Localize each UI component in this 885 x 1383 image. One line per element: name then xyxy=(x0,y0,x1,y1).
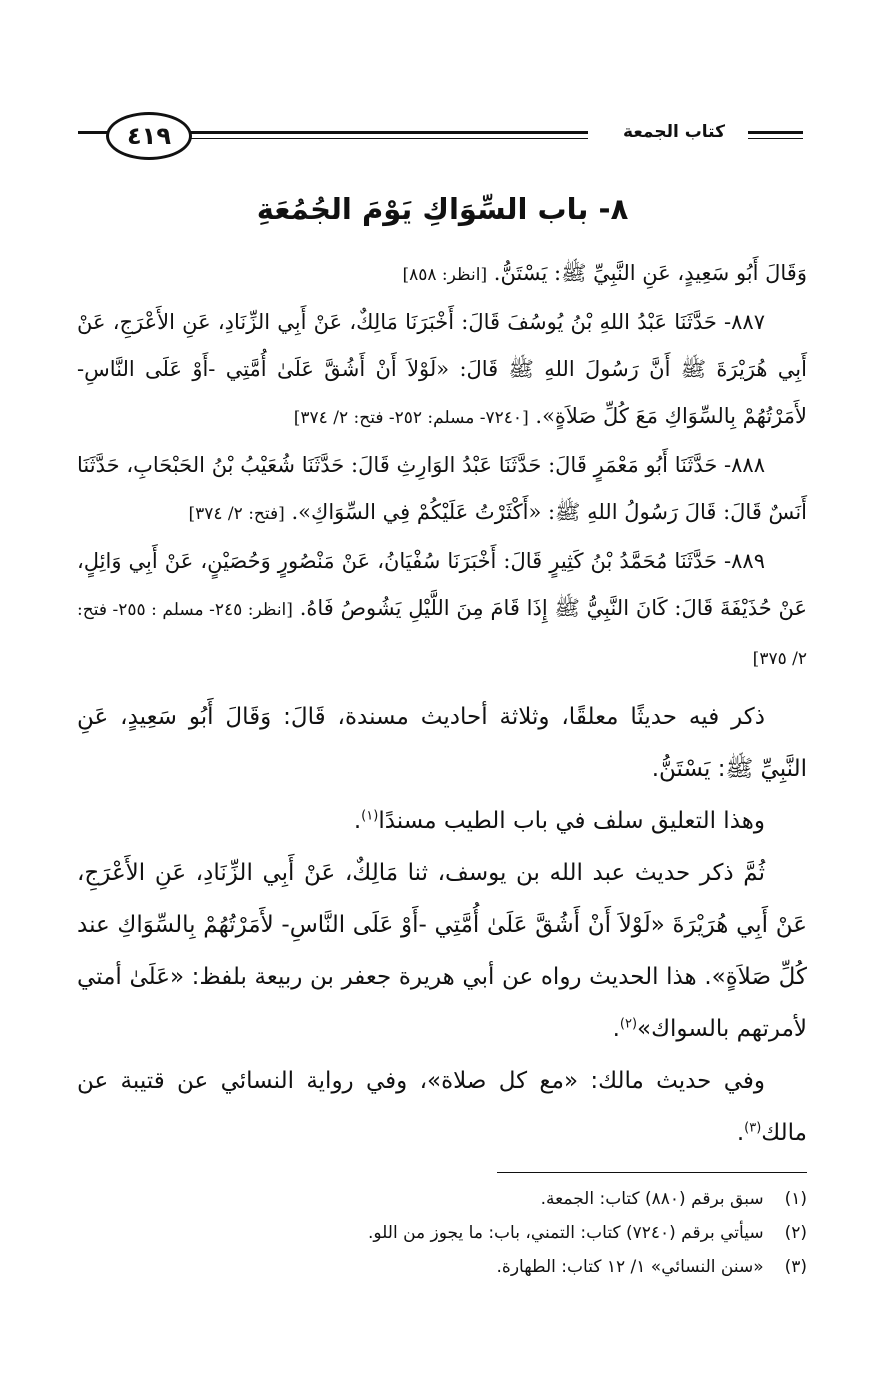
paragraph-text: وفي حديث مالك: «مع كل صلاة»، وفي رواية النسائي عن قتيبة عن مالك xyxy=(77,1068,807,1146)
cross-reference: [٧٢٤٠- مسلم: ٢٥٢- فتح: ٢/ ٣٧٤] xyxy=(293,408,529,428)
footnotes xyxy=(77,1182,807,1284)
paragraph-text: ذكر فيه حديثًا معلقًا، وثلاثة أحاديث مسندة، قَالَ: وَقَالَ أَبُو سَعِيدٍ، عَنِ النَّبِيِّ ﷺ: يَسْتَنُّ. xyxy=(77,704,807,782)
paragraph-text: ٨٨٧- حَدَّثَنَا عَبْدُ اللهِ بْنُ يُوسُفَ قَالَ: أَخْبَرَنَا مَالِكٌ، عَنْ أَبِي الزِّنَادِ، عَنِ الأَعْرَجِ، عَنْ أَبِي هُرَيْرَةَ ﷺ أَنَّ رَسُولَ اللهِ ﷺ قَالَ: «لَوْلاَ أَنْ أَشُقَّ عَلَىٰ أُمَّتِي -أَوْ عَلَى النَّاسِ- لأَمَرْتُهُمْ بِالسِّوَاكِ مَعَ كُلِّ صَلاَةٍ». xyxy=(77,310,807,428)
header-rule-right xyxy=(748,131,803,134)
paragraph-text: وهذا التعليق سلف في باب الطيب مسندًا xyxy=(378,808,765,834)
hadith-887 xyxy=(77,299,807,442)
paragraph-1 xyxy=(77,250,807,299)
footnote-number: (١) xyxy=(784,1189,807,1209)
footnote-number: (٣) xyxy=(784,1257,807,1277)
footnote-separator xyxy=(497,1172,807,1173)
paragraph-text: ٨٨٨- حَدَّثَنَا أَبُو مَعْمَرٍ قَالَ: حَدَّثَنَا عَبْدُ الوَارِثِ قَالَ: حَدَّثَنَا شُعَيْبُ بْنُ الحَبْحَابِ، حَدَّثَنَا أَنَسٌ قَالَ: قَالَ رَسُولُ اللهِ ﷺ: «أَكْثَرْتُ عَلَيْكُمْ فِي السِّوَاكِ». xyxy=(77,453,807,524)
main-text xyxy=(77,250,807,1159)
header-rule-lower xyxy=(183,138,588,139)
hadith-889 xyxy=(77,538,807,683)
footnote-marker: (١) xyxy=(361,808,379,824)
page-number-badge xyxy=(106,112,192,160)
chapter-title: ٨- باب السِّوَاكِ يَوْمَ الجُمُعَةِ xyxy=(256,192,629,226)
footnote-marker: (٣) xyxy=(744,1120,762,1136)
footnote-text: «سنن النسائي» ١/ ١٢ كتاب: الطهارة. xyxy=(496,1257,764,1277)
footnote-text: سيأتي برقم (٧٢٤٠) كتاب: التمني، باب: ما يجوز من اللو. xyxy=(367,1223,764,1243)
footnote-text: سبق برقم (٨٨٠) كتاب: الجمعة. xyxy=(540,1189,764,1209)
commentary-paragraph-3: ثُمَّ ذكر حديث عبد الله بن يوسف، ثنا مَالِكٌ، عَنْ أَبِي الزِّنَادِ، عَنِ الأَعْرَجِ، عَنْ أَبِي هُرَيْرَةَ «لَوْلاَ أَنْ أَشُقَّ عَلَىٰ أُمَّتِي -أَوْ عَلَى النَّاسِ- لأَمَرْتُهُمْ بِالسِّوَاكِ عند كُلِّ صَلاَةٍ». هذا الحديث رواه عن أبي هريرة جعفر بن ربيعة بلفظ: «عَلَىٰ أمتي لأمرتهم بالسواك»$^{(٢)}$. xyxy=(77,860,807,1042)
footnote xyxy=(77,1182,807,1216)
cross-reference: [انظر: ٢٤٥- مسلم : ٢٥٥- فتح: ٢/ ٣٧٥] xyxy=(77,600,807,669)
running-header xyxy=(78,112,803,160)
header-rule-right-thin xyxy=(748,138,803,139)
paragraph-text: وَقَالَ أَبُو سَعِيدٍ، عَنِ النَّبِيِّ ﷺ: يَسْتَنُّ. xyxy=(493,261,807,285)
footnote-marker: (٢) xyxy=(619,1016,638,1032)
commentary-paragraph-4: وفي حديث مالك: «مع كل صلاة»، وفي رواية النسائي عن قتيبة عن مالك$^{(٣)}$. xyxy=(77,1068,807,1146)
hadith-888 xyxy=(77,442,807,538)
header-rule-upper xyxy=(183,131,588,134)
running-title: كتاب الجمعة xyxy=(615,122,733,142)
header-rule-left xyxy=(78,131,108,134)
commentary-paragraph-1 xyxy=(77,691,807,795)
page-number: ٤١٩ xyxy=(127,122,171,150)
footnote xyxy=(77,1216,807,1250)
commentary-paragraph-2: وهذا التعليق سلف في باب الطيب مسندًا$^{(١)}$. xyxy=(353,808,765,834)
cross-reference: [انظر: ٨٥٨] xyxy=(402,265,488,285)
paragraph-text: ثُمَّ ذكر حديث عبد الله بن يوسف، ثنا مَالِكٌ، عَنْ أَبِي الزِّنَادِ، عَنِ الأَعْرَجِ، عَنْ أَبِي هُرَيْرَةَ «لَوْلاَ أَنْ أَشُقَّ عَلَىٰ أُمَّتِي -أَوْ عَلَى النَّاسِ- لأَمَرْتُهُمْ بِالسِّوَاكِ عند كُلِّ صَلاَةٍ». هذا الحديث رواه عن أبي هريرة جعفر بن ربيعة بلفظ: «عَلَىٰ أمتي لأمرتهم بالسواك» xyxy=(77,860,807,1042)
paragraph-text: ٨٨٩- حَدَّثَنَا مُحَمَّدُ بْنُ كَثِيرٍ قَالَ: أَخْبَرَنَا سُفْيَانُ، عَنْ مَنْصُورٍ وَحُصَيْنٍ، عَنْ أَبِي وَائِلٍ، عَنْ حُذَيْفَةَ قَالَ: كَانَ النَّبِيُّ ﷺ إِذَا قَامَ مِنَ اللَّيْلِ يَشُوصُ فَاهُ. xyxy=(77,549,808,620)
footnote-number: (٢) xyxy=(784,1223,807,1243)
cross-reference: [فتح: ٢/ ٣٧٤] xyxy=(188,504,285,524)
footnote xyxy=(77,1250,807,1284)
